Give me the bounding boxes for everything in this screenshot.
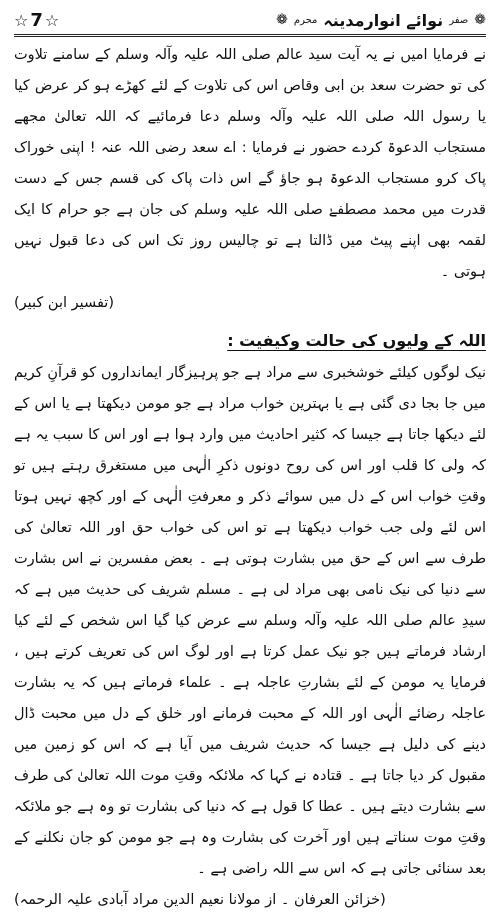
flower-ornament-icon: ❁ [474,12,486,28]
citation-khazain: (خزائن العرفان ۔ از مولانا نعیم الدین مراد آبادی علیہ الرحمہ) [14,892,386,908]
star-icon: ☆ [14,10,29,30]
month-left: محرم [293,14,318,26]
magazine-title [276,11,486,30]
paragraph-text: نیک لوگوں کیلئے خوشخبری سے مراد ہے جو پرہیزگار ایمانداروں کو قرآنِ کریم میں جا بجا دی گئی ہے یا بہترین خواب مراد ہے جو مومن دیکھتا ہے یا اس کے لئے دیکھا جاتا ہے جیسا کہ کثیر احادیث میں وارد ہوا ہے اور اس کا سبب یہ ہے کہ ولی کا قلب اور اس کی روح دونوں ذکرِ الٰہی میں مستغرق رہتے ہیں تو وقتِ خواب اس کے دل میں سوائے ذکر و معرفتِ الٰہی کے اور کچھ نہیں ہوتا اس لئے ولی جب خواب دیکھتا ہے تو اس کی خواب حق اور اللہ تعالیٰ کی طرف سے اس کے حق میں بشارت ہوتی ہے ۔ بعض مفسرین نے اس بشارت سے دنیا کی نیک نامی بھی مراد لی ہے ۔ مسلم شریف کی حدیث میں ہے کہ سیدِ عالم صلی اللہ علیہ وآلہ وسلم سے عرض کیا گیا اس شخص کے لئے کیا ارشاد فرماتے ہیں جو نیک عمل کرتا ہے اور لوگ اس کی تعریف کرتے ہیں ، فرمایا یہ مومن کے لئے بشارتِ عاجلہ ہے ۔ علماء فرماتے ہیں کہ یہ بشارت عاجلہ رضائے الٰہی اور اللہ کے محبت فرمانے اور خلق کے دل میں محبت ڈال دینے کی دلیل ہے جیسا کہ حدیث شریف میں آیا ہے کہ اس کو زمین میں مقبول کر دیا جاتا ہے ۔ قتادہ نے کہا کہ ملائکہ وقتِ موت اللہ تعالیٰ کی طرف سے بشارت دیتے ہیں ۔ عطا کا قول ہے کہ دنیا کی بشارت تو وہ ہے جو ملائکہ وقتِ موت سناتے ہیں اور آخرت کی بشارت وہ ہے جو مومن کو جان نکلنے کے بعد سنائی جاتی ہے کہ اس سے اللہ راضی ہے ۔ [13,365,486,877]
paragraph-hadith [14,40,486,319]
citation-ibn-kathir: (تفسیر ابن کبیر) [14,295,114,311]
page-number-box [14,10,59,31]
flower-ornament-icon: ❁ [276,12,288,28]
page-number: 7 [30,9,43,31]
section-heading: اللہ کے ولیوں کی حالت وکیفیت : [227,331,486,350]
paragraph-text: نے فرمایا امیں نے یہ آیت سید عالم صلی اللہ علیہ وآلہ وسلم کے سامنے تلاوت کی تو حضرت سعد بن ابی وقاص اس کی تلاوت کے لئے کھڑے ہو کر عرض کیا یا رسول اللہ صلی اللہ علیہ وآلہ وسلم دعا فرمائیے کہ اللہ تعالیٰ مجھے مستجاب الدعوۃ کردے حضور نے فرمایا : اے سعد رضی اللہ عنہ ! اپنی خوراک پاک کرو مستجاب الدعوۃ ہو جاؤ گے اس ذات پاک کی قسم جس کے دست قدرت میں محمد مصطفےٰ صلی اللہ علیہ وسلم کی جان ہے جو حرام کا ایک لقمہ بھی اپنے پیٹ میں ڈالتا ہے تو چالیس روز تک اس کی دعا قبول نہیں ہوتی ۔ [14,47,486,280]
month-right: صفر [449,14,469,26]
page-header [14,6,486,37]
star-icon: ☆ [44,10,60,30]
magazine-name: نوائے انوارمدینہ [323,10,444,30]
article-body [14,40,486,916]
paragraph-awliya [14,358,486,916]
